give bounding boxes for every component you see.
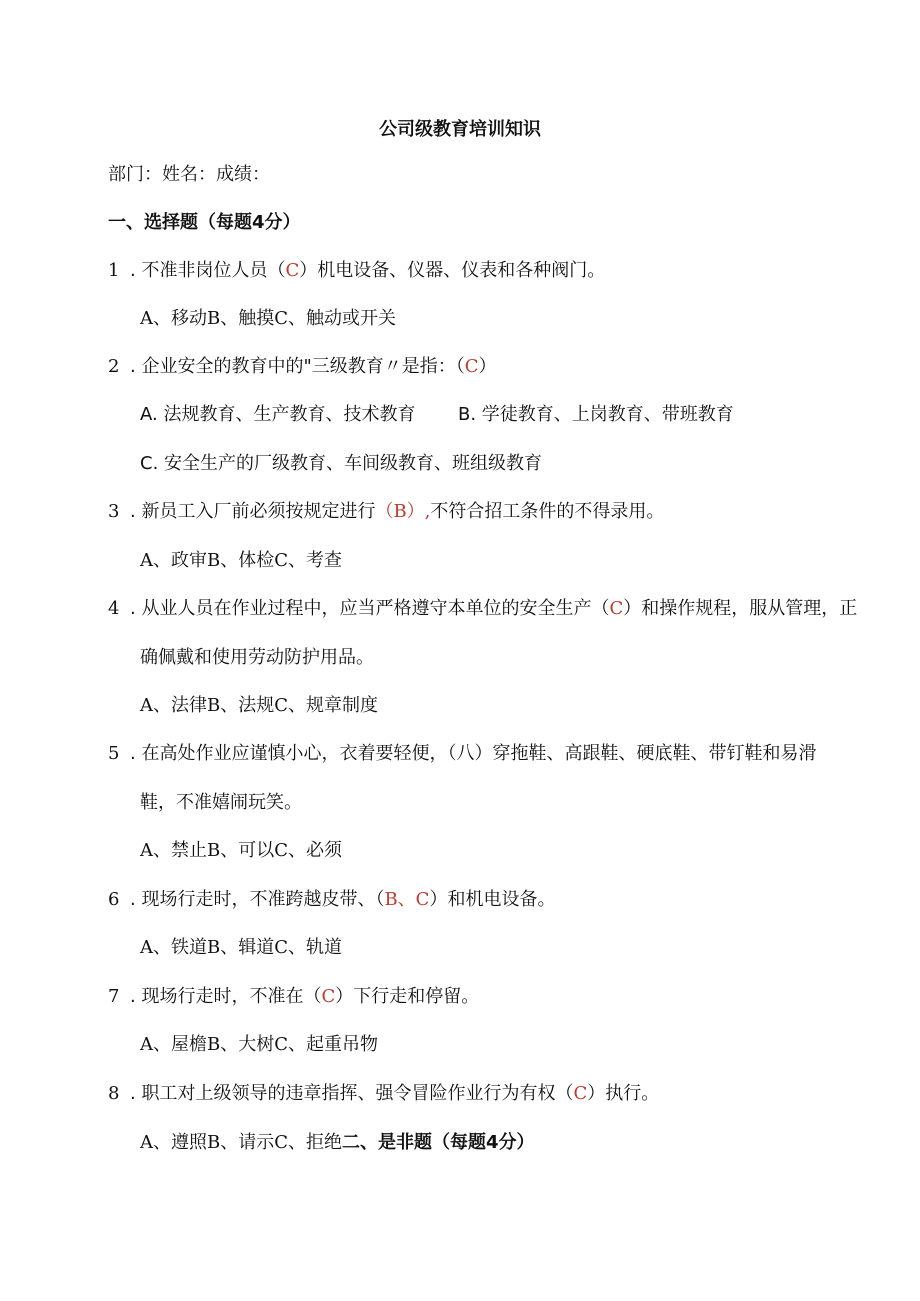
page-title: 公司级教育培训知识 <box>379 119 541 140</box>
question-text: . 从业人员在作业过程中，应当严格遵守本单位的安全生产（ <box>130 598 610 619</box>
question-1-options <box>140 307 396 331</box>
question-number: 3 <box>108 501 120 522</box>
question-5-continuation: 鞋，不准嬉闹玩笑。 <box>140 792 302 813</box>
option-letter: A <box>140 550 153 571</box>
answer: C <box>573 1083 588 1104</box>
option-text: 、规章制度 <box>288 695 379 716</box>
question-text: . 新员工入厂前必须按规定进行 <box>130 501 376 522</box>
question-text: . 企业安全的教育中的"三级教育〃是指：（ <box>130 356 465 377</box>
question-8-options <box>140 1131 535 1155</box>
section-truefalse-heading: 二、是非题（每题4分） <box>342 1132 535 1153</box>
option-letter: A <box>140 840 153 861</box>
question-text: ）机电设备、仪器、仪表和各种阀门。 <box>299 260 606 281</box>
question-5-options <box>140 839 342 863</box>
option-text: 、触摸 <box>220 308 275 329</box>
option-text: 、可以 <box>220 840 275 861</box>
option-text: 、请示 <box>220 1132 275 1153</box>
question-4 <box>108 597 857 621</box>
option-text: 、遵照 <box>153 1132 207 1153</box>
option-letter: B <box>207 695 221 716</box>
section-choice-heading: 一、选择题（每题4分） <box>108 212 301 233</box>
question-4-continuation: 确佩戴和使用劳动防护用品。 <box>140 647 374 668</box>
option-text: 、体检 <box>220 550 275 571</box>
question-5 <box>108 742 816 766</box>
option-text: 、触动或开关 <box>288 308 397 329</box>
question-7 <box>108 985 479 1009</box>
option-text: 、起重吊物 <box>288 1034 379 1055</box>
question-2-option-c: C. 安全生产的厂级教育、车间级教育、班组级教育 <box>140 453 543 474</box>
question-number: 4 <box>108 598 120 619</box>
answer: （B）, <box>375 501 431 522</box>
option-letter: C <box>274 1132 289 1153</box>
question-2 <box>108 355 497 379</box>
option-letter: A <box>140 695 153 716</box>
option-letter: B <box>207 550 221 571</box>
option-text: 、法规 <box>220 695 275 716</box>
answer: C <box>464 356 479 377</box>
question-text: . 在高处作业应谨慎小心，衣着要轻便，（八）穿拖鞋、高跟鞋、硬底鞋、带钉鞋和易滑 <box>130 743 817 764</box>
option-text: 、铁道 <box>153 937 207 958</box>
option-letter: C <box>274 308 289 329</box>
question-text: ） <box>478 356 497 377</box>
question-1 <box>108 259 605 283</box>
option-text: 、屋檐 <box>153 1034 207 1055</box>
option-text: 、禁止 <box>153 840 207 861</box>
question-6 <box>108 888 555 912</box>
question-text: 不符合招工条件的不得录用。 <box>430 501 665 522</box>
option-letter: C <box>274 1034 289 1055</box>
question-text: . 现场行走时，不准在（ <box>130 986 322 1007</box>
question-text: ）下行走和停留。 <box>335 986 480 1007</box>
question-3 <box>108 500 664 524</box>
question-text: ）执行。 <box>587 1083 660 1104</box>
question-number: 1 <box>108 260 120 281</box>
question-text: . 职工对上级领导的违章指挥、强令冒险作业行为有权（ <box>130 1083 574 1104</box>
header-fields: 部门：姓名：成绩： <box>108 164 270 185</box>
question-4-options <box>140 694 378 718</box>
question-3-options <box>140 549 342 573</box>
option-letter: C <box>274 840 289 861</box>
option-letter: C <box>274 695 289 716</box>
option-letter: C <box>274 937 289 958</box>
option-letter: A <box>140 1034 153 1055</box>
question-text: . 不准非岗位人员（ <box>130 260 286 281</box>
answer: C <box>321 986 336 1007</box>
option-letter: B <box>207 840 221 861</box>
option-letter: B <box>207 1034 221 1055</box>
question-2-option-b: B. 学徒教育、上岗教育、带班教育 <box>458 404 734 425</box>
option-letter: A <box>140 308 153 329</box>
option-text: 、拒绝 <box>288 1132 343 1153</box>
question-number: 7 <box>108 986 120 1007</box>
option-letter: B <box>207 937 221 958</box>
question-number: 8 <box>108 1083 120 1104</box>
option-text: 、法律 <box>153 695 207 716</box>
question-7-options <box>140 1033 378 1057</box>
option-text: 、政审 <box>153 550 207 571</box>
answer: B、C <box>384 889 430 910</box>
option-letter: B <box>207 308 221 329</box>
question-6-options <box>140 936 342 960</box>
question-number: 5 <box>108 743 120 764</box>
option-text: 、必须 <box>288 840 343 861</box>
option-letter: B <box>207 1132 221 1153</box>
option-letter: A <box>140 1132 153 1153</box>
option-text: 、考查 <box>288 550 343 571</box>
option-letter: A <box>140 937 153 958</box>
question-number: 6 <box>108 889 120 910</box>
question-text: . 现场行走时，不准跨越皮带、（ <box>130 889 385 910</box>
option-letter: C <box>274 550 289 571</box>
question-text: ）和操作规程，服从管理，正 <box>623 598 858 619</box>
question-2-option-a: A. 法规教育、生产教育、技术教育 <box>140 404 416 425</box>
option-text: 、辑道 <box>220 937 275 958</box>
answer: C <box>285 260 300 281</box>
question-text: ）和机电设备。 <box>429 889 556 910</box>
option-text: 、移动 <box>153 308 207 329</box>
answer: C <box>609 598 624 619</box>
option-text: 、大树 <box>220 1034 275 1055</box>
question-number: 2 <box>108 356 120 377</box>
question-8 <box>108 1082 659 1106</box>
option-text: 、轨道 <box>288 937 343 958</box>
